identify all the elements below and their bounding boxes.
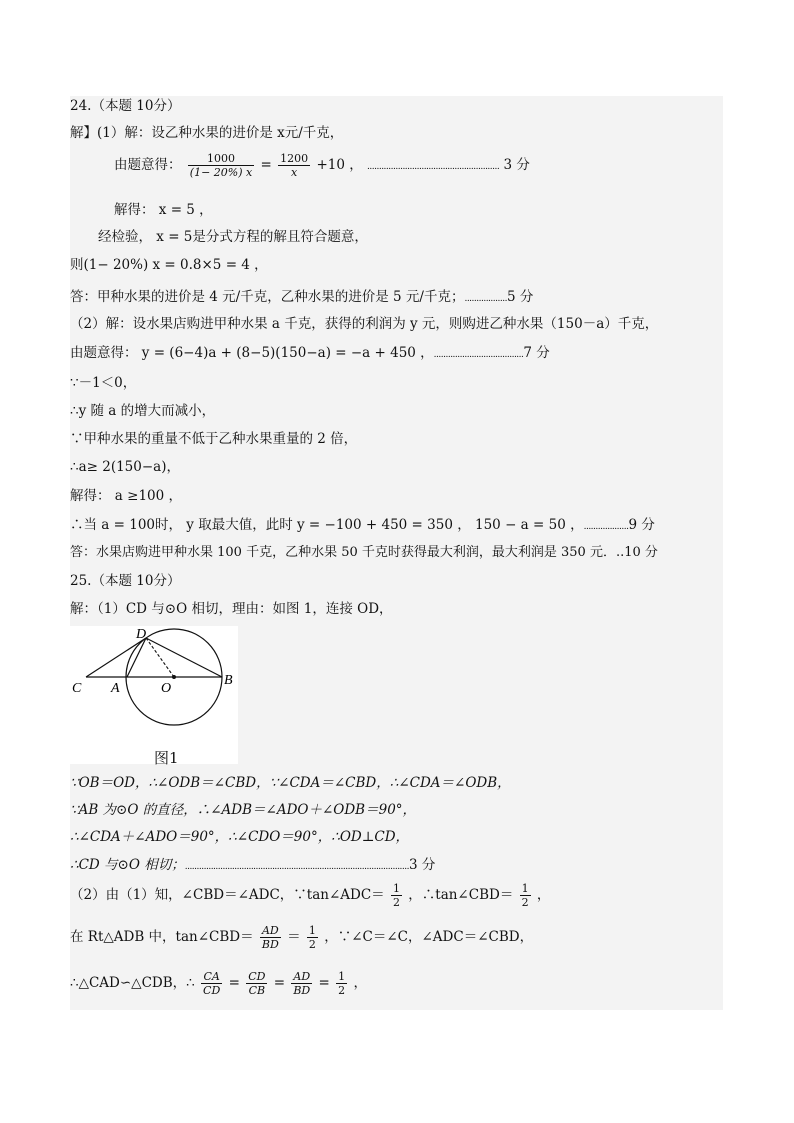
q25-line-8-eq-2: = [273,975,286,991]
q25-line-5-text: ∴CD 与⊙O 相切； [70,857,185,873]
line-db [146,638,222,677]
q25-line-8-eq-1: = [228,975,240,991]
q25-line-6 [70,882,550,909]
q24-final-answer: 答：水果店购进甲种水果 100 千克，乙种水果 50 千克时获得最大利润，最大利润是 350 元．..10 分 [70,545,658,560]
q24-line-12: ∴a≥ 2(150−a)， [70,459,180,475]
q25-line-8-frac-1 [201,970,222,997]
q25-l7-f1-num: AD [260,924,281,938]
q25-line-5-score: 3 分 [409,857,436,873]
q25-l7-f2-num: 1 [308,924,316,937]
q25-line-8-prefix: ∴△CAD∽△CDB，∴ [70,975,195,991]
q24-answer-1-score: 5 分 [506,289,534,305]
figure-1 [70,626,238,764]
q24-line-14-dots: ................... [583,522,629,532]
q24-line-3: 解得： x = 5 ， [114,202,213,218]
q24-line-10: ∴y 随 a 的增大而减小， [70,403,216,419]
q25-line-8-frac-2 [246,970,267,997]
q24-eq-prefix: 由题意得： [114,157,182,173]
q25-l6-f2-den: 2 [521,896,529,909]
figure-caption: 图1 [154,749,179,767]
label-c: C [72,681,82,696]
q25-line-6-frac-2 [520,882,531,909]
q24-fraction-2 [278,152,310,179]
q24-line-14-score: 9 分 [628,517,655,533]
q25-line-6-suffix: ， [536,887,551,903]
q25-line-7-suffix: ，∵∠C＝∠C，∠ADC＝∠CBD， [324,929,534,945]
q24-fraction-1-den: (1− 20%) x [189,166,253,179]
q24-answer-1-text: 答：甲种水果的进价是 4 元/千克，乙种水果的进价是 5 元/千克； [70,289,465,305]
center-o-dot [172,675,176,679]
q24-line-4: 经检验， x = 5是分式方程的解且符合题意， [98,229,368,245]
q24-line-5: 则(1− 20%) x = 0.8×5 = 4 ， [70,257,268,273]
circle-tangent-diagram [70,626,238,764]
q25-l6-f1-den: 2 [392,896,400,909]
q24-profit-score: 7 分 [523,345,550,361]
q25-line-8-suffix: ， [353,975,367,991]
q24-fraction-1-num: 1000 [188,152,254,166]
q24-profit-equation-text: 由题意得： y = (6−4)a + (8−5)(150−a) = −a + 450 ， [70,345,434,361]
q25-line-7-prefix: 在 Rt△ADB 中，tan∠CBD＝ [70,929,254,945]
q25-line-6-mid: ，∴tan∠CBD＝ [408,887,514,903]
q25-line-7-frac-2 [307,924,318,951]
q25-l8-f2-num: CD [248,970,266,983]
q25-line-1: 解：（1）CD 与⊙O 相切，理由：如图 1，连接 OD， [70,601,393,617]
q25-l8-f3-num: AD [291,970,312,984]
label-b: B [224,673,233,688]
q24-line-9: ∵－1＜0， [70,375,137,391]
q24-equation-line [114,152,530,179]
q25-line-2: ∵OB＝OD，∴∠ODB＝∠CBD，∵∠CDA＝∠CBD，∴∠CDA＝∠ODB， [70,775,511,791]
q24-line-11: ∵甲种水果的重量不低于乙种水果重量的 2 倍， [70,431,358,447]
q25-l8-f3-den: BD [293,984,311,997]
q24-line-1: 解】(1）解：设乙种水果的进价是 x元/千克， [70,125,344,141]
q24-answer-1 [70,287,533,309]
q24-line-13: 解得： a ≥100 ， [70,488,183,504]
q24-profit-equation [70,343,550,365]
q25-line-8-eq-3: = [318,975,330,991]
q25-line-8 [70,970,367,997]
q25-line-3: ∵AB 为⊙O 的直径，∴∠ADB＝∠ADO＋∠ODB＝90°， [70,802,417,818]
q25-l6-f1-num: 1 [392,882,400,895]
q25-line-7-frac-1 [260,924,281,951]
q25-line-8-frac-4 [336,970,347,997]
q25-line-6-frac-1 [391,882,402,909]
q24-fraction-1 [188,152,254,179]
q24-line-14-text: ∴当 a = 100时， y 取最大值，此时 y = −100 + 450 = 350 ， 150 − a = 50 ， [70,517,584,533]
q25-line-7 [70,924,533,951]
q25-l7-f2-den: 2 [308,938,316,951]
q24-part-2-intro: （2）解：设水果店购进甲种水果 a 千克，获得的利润为 y 元，则购进乙种水果（150－a）千克， [70,316,659,332]
q24-fraction-2-den: x [291,166,298,179]
q25-l8-f2-den: CB [248,984,266,997]
q24-fraction-2-num: 1200 [280,152,309,165]
q25-l6-f2-num: 1 [521,882,529,895]
q24-profit-dots: ...................................... [433,350,524,360]
q24-eq-suffix: +10 ， [316,157,363,173]
q24-line-14 [70,515,655,537]
q25-line-5-dots: ............................................................................................... [184,862,409,872]
q25-l8-f1-num: CA [201,970,222,984]
q25-header: 25.（本题 10分） [70,573,181,589]
q25-line-8-frac-3 [291,970,312,997]
q24-eq-sign: = [260,157,277,173]
q25-l8-f4-num: 1 [338,970,346,983]
label-o: O [161,681,172,696]
q25-l7-f1-den: BD [261,938,279,951]
q25-line-6-prefix: （2）由（1）知，∠CBD＝∠ADC，∵tan∠ADC＝ [70,887,385,903]
q25-l8-f1-den: CD [203,984,221,997]
q24-header: 24.（本题 10分） [70,98,181,114]
q24-eq-score: 3 分 [503,157,530,173]
answer-sheet [70,96,723,1010]
label-d: D [136,627,147,642]
line-do-dashed [146,638,174,677]
q25-line-5 [70,855,435,877]
label-a: A [111,681,120,696]
q25-line-7-eq: ＝ [287,929,301,945]
q25-line-4: ∴∠CDA＋∠ADO＝90°，∴∠CDO＝90°，∴OD⊥CD， [70,829,410,845]
q25-l8-f4-den: 2 [338,984,346,997]
q24-eq-dots: ........................................................ [367,162,500,172]
q24-answer-1-dots: .................. [464,294,507,304]
